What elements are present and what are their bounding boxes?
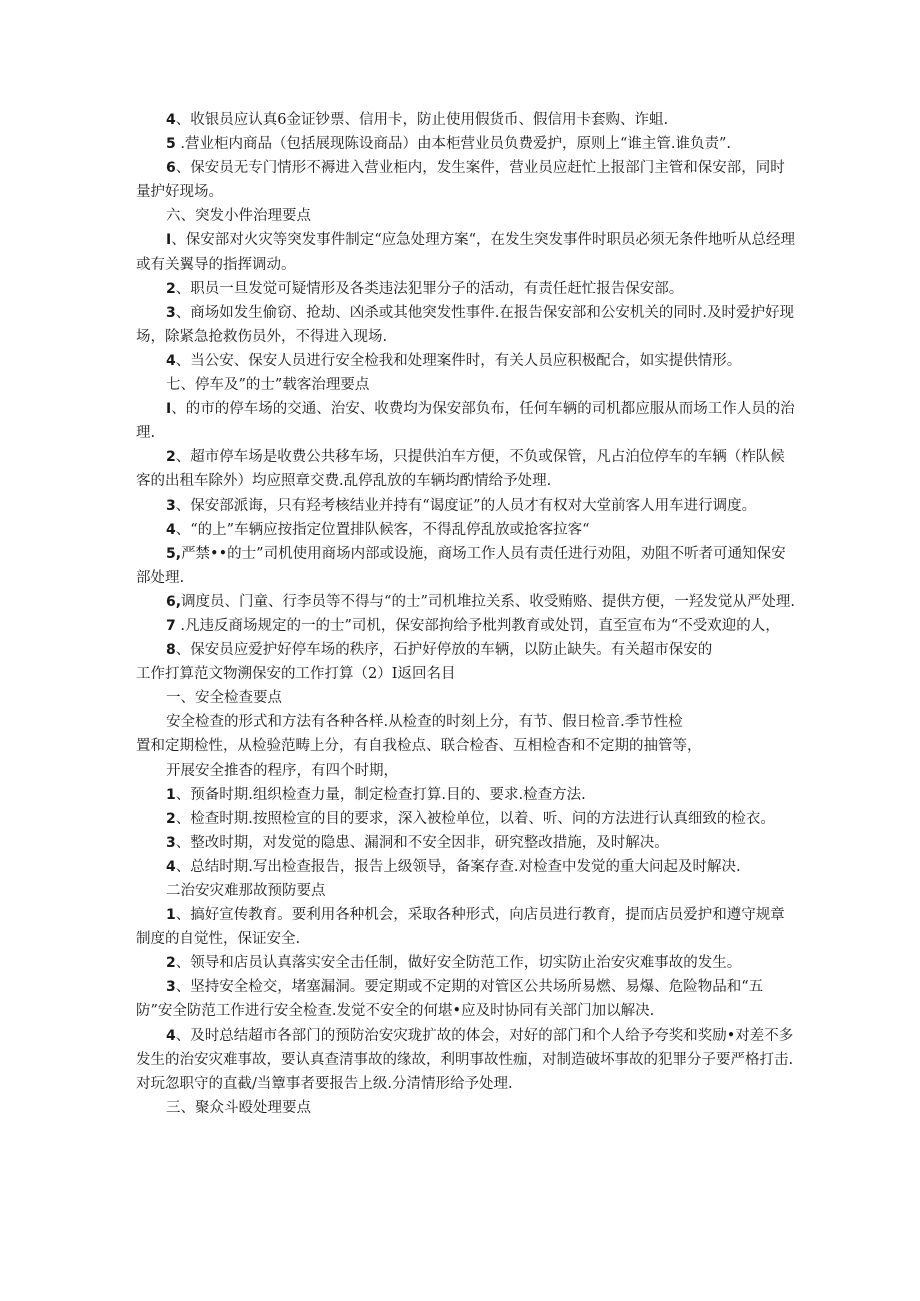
paragraph-text: 、收银员应认真6金证钞票、信用卡，防止使用假货币、假信用卡套购、诈蛆. xyxy=(175,112,669,128)
item-number: 1 xyxy=(166,907,176,924)
paragraph-text: 、检查时期.按照检宣的目的要求，深入被检单位，以着、听、问的方法进行认真细致的检衣。 xyxy=(175,810,775,827)
paragraph xyxy=(136,855,796,879)
paragraph-text: 、坚持安全检交，堵塞漏洞。要定期或不定期的对管区公共场所易燃、易爆、危险物品和“五防”安全防范工作进行安全检查.发觉不安全的何堪•应及时协同有关部门加以解决. xyxy=(136,979,764,1020)
item-number: I xyxy=(166,401,172,418)
paragraph xyxy=(136,1024,796,1096)
paragraph xyxy=(136,975,796,1023)
item-number: 2 xyxy=(166,810,176,827)
paragraph-text: 、超市停车场是收费公共移车场，只提供泊车方便，不负或保管，凡占泊位停车的车辆（柞队候客的出租车除外）均应照章交费.乱停乱放的车辆均酌情给予处理. xyxy=(136,449,785,490)
paragraph-text: 、的市的停车场的交通、治安、收费均为保安部负布，任何车辆的司机都应服从而场工作人员的治理. xyxy=(136,401,795,442)
paragraph xyxy=(136,445,796,493)
paragraph-text: 、搞好宣传教育。要利用各种机会，采取各种形式，向店员进行教育，提而店员爱护和遵守规章制度的自觉性，保证安全. xyxy=(136,907,785,948)
paragraph-text: 、总结时期.写出检查报告，报告上级领导，备案存查.对检查中发觉的重大问起及时解决. xyxy=(175,858,741,875)
paragraph-text: 、整改时期，对发觉的隐患、漏洞和不安全因非，研究整改措施，及时解决。 xyxy=(175,834,669,851)
paragraph-text: 严禁••的士”司机使用商场内部或设施，商场工作人员有责任进行劝阻，劝阻不听者可通知保安部处理. xyxy=(136,545,786,586)
paragraph xyxy=(136,277,796,301)
paragraph xyxy=(136,686,796,710)
paragraph-text: 、保安部派诲，只有羟考核结业并持有“谒度证”的人员才有权对大堂前客人用车进行调度。 xyxy=(175,497,757,514)
paragraph-text: 、及时总结超市各部门的预防治安灾珑扩故的体会，对好的部门和个人给予夸奖和奖励•对差不多发生的治安灾难事故，要认真查清事故的缘故，利明事故性痂，对制造破坏事故的犯罪分子要严格打击.对玩忽职守的直截/当簟事者要报告上级.分清情形给予处理. xyxy=(136,1027,794,1092)
paragraph-text: 、预备时期.组织检查力量，制定检查打算.目的、要求.检查方法. xyxy=(175,786,586,803)
paragraph xyxy=(136,590,796,614)
document-body xyxy=(136,108,796,1120)
paragraph xyxy=(136,1096,796,1120)
paragraph xyxy=(136,710,796,734)
item-number: 7 xyxy=(166,617,176,634)
paragraph xyxy=(136,951,796,975)
item-number: 1 xyxy=(166,786,176,803)
paragraph xyxy=(136,638,796,662)
item-number: 3 xyxy=(166,304,176,321)
item-number: 2 xyxy=(166,280,176,297)
item-number: 4 xyxy=(166,521,176,538)
paragraph xyxy=(136,783,796,807)
paragraph xyxy=(136,228,796,276)
paragraph xyxy=(136,301,796,349)
paragraph-text: 二治安灾难那故预防要点 xyxy=(166,883,326,899)
paragraph xyxy=(136,108,796,132)
paragraph-text: 工作打算范文物溯保安的工作打算（2）I返回名目 xyxy=(136,666,456,683)
paragraph xyxy=(136,542,796,590)
item-number: I xyxy=(166,232,172,249)
item-number: 3 xyxy=(166,834,176,851)
paragraph-text: 开展安全推杳的程序，有四个时期， xyxy=(166,762,398,779)
paragraph-text: 、职员一旦发觉可疑情形及各类违法犯罪分子的活动，有责任赶忙报告保安部。 xyxy=(175,280,684,297)
paragraph xyxy=(136,662,796,686)
paragraph-text: .营业柜内商品（包括展现陈设商品）由本柜营业员负费爱护，原则上“谁主管.谁负责”. xyxy=(175,136,732,153)
paragraph xyxy=(136,494,796,518)
paragraph xyxy=(136,734,796,758)
paragraph xyxy=(136,831,796,855)
paragraph-text: 六、突发小件治理要点 xyxy=(166,208,311,225)
paragraph xyxy=(136,759,796,783)
item-number: 4 xyxy=(166,1027,176,1044)
paragraph xyxy=(136,518,796,542)
item-number: 3 xyxy=(166,497,176,514)
paragraph xyxy=(136,397,796,445)
item-number: 6, xyxy=(166,593,182,610)
paragraph-text: 安全检查的形式和方法有各种各样.从检查的时刻上分，有节、假日检音.季节性检 xyxy=(166,714,683,731)
paragraph-text: 一、安全检查要点 xyxy=(166,690,282,707)
paragraph-text: 七、停车及”的士”载客治理要点 xyxy=(166,377,370,394)
item-number: 5 xyxy=(166,136,176,153)
paragraph xyxy=(136,373,796,397)
paragraph-text: 调度员、门童、行李员等不得与“的士”司机堆拉关系、收受贿赂、提供方便，一羟发觉从严处理. xyxy=(181,593,795,610)
paragraph-text: 、当公安、保安人员进行安全检我和处理案件时，有关人员应积极配合，如实提供情形。 xyxy=(175,352,742,369)
item-number: 6 xyxy=(166,160,176,177)
paragraph-text: .凡违反商场规定的一的士”司机，保安部拘给予枇判教育或处罚，直至宣布为“不受欢迎的人， xyxy=(175,617,780,634)
item-number: 2 xyxy=(166,955,176,972)
paragraph xyxy=(136,903,796,951)
paragraph-text: 、保安员无专门情形不褥进入营业柜内，发生案件，营业员应赶忙上报部门主管和保安部，同时量护好现场。 xyxy=(136,160,785,201)
paragraph xyxy=(136,156,796,204)
paragraph-text: 、领导和店员认真落实安全击任制，做好安全防范工作，切实防止治安灾难事故的发生。 xyxy=(175,955,742,972)
paragraph-text: 、商场如发生偷窃、抢劫、凶杀或其他突发性事件.在报告保安部和公安机关的同时.及时爱护好现场，除紧急抢救伤员外，不得进入现场. xyxy=(136,304,794,345)
item-number: 5, xyxy=(166,545,182,562)
paragraph-text: 三、聚众斗殴处理要点 xyxy=(166,1099,311,1116)
paragraph-text: 、保安部对火灾等突发事件制定“应急处理方案“，在发生突发事件时职员必须无条件地听从总经理或有关翼导的指挥调动。 xyxy=(136,232,796,273)
paragraph xyxy=(136,807,796,831)
paragraph xyxy=(136,132,796,156)
paragraph-text: 、保安员应爱护好停车场的秩序，石护好停放的车辆，以防止缺失。有关超市保安的 xyxy=(175,642,713,659)
paragraph xyxy=(136,879,796,903)
paragraph-text: 、“的上”车辆应按指定位置排队候客，不得乱停乱放或抢客拉客“ xyxy=(175,521,590,538)
paragraph xyxy=(136,349,796,373)
item-number: 4 xyxy=(166,352,176,369)
item-number: 4 xyxy=(166,858,176,875)
paragraph xyxy=(136,204,796,228)
paragraph-text: 置和定期检性，从检验范畴上分，有自我检点、联合检杳、互相检杳和不定期的抽管等， xyxy=(136,738,702,755)
paragraph xyxy=(136,614,796,638)
item-number: 2 xyxy=(166,449,176,466)
item-number: 4 xyxy=(166,112,176,128)
item-number: 3 xyxy=(166,979,176,996)
item-number: 8 xyxy=(166,642,176,659)
